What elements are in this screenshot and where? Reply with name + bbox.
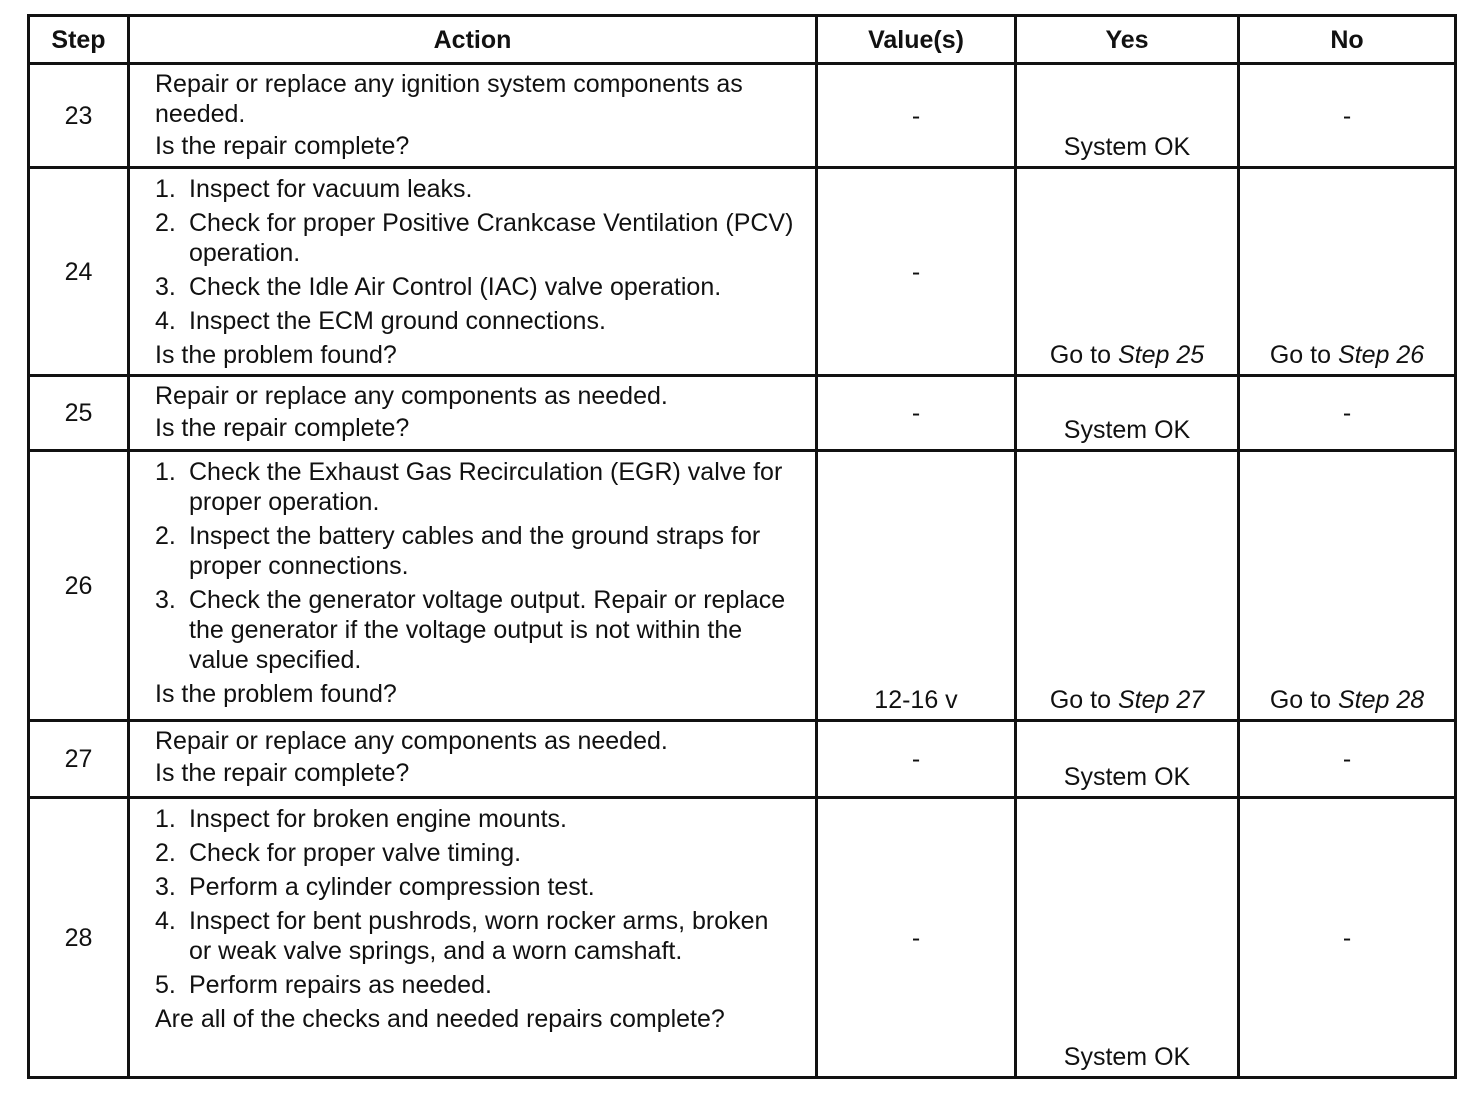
action-cell (129, 64, 817, 168)
step-number: 23 (29, 64, 129, 168)
header-row (29, 16, 1456, 64)
value-cell: 12-16 v (817, 451, 1016, 721)
value-cell: - (817, 168, 1016, 376)
list-item: 2. Check for proper Positive Crankcase Ventilation (PCV) operation. (155, 209, 794, 267)
header-step: Step (29, 16, 129, 64)
yes-step-link: Step 25 (1117, 341, 1205, 369)
action-question: Is the repair complete? (155, 414, 410, 442)
action-cell (129, 376, 817, 451)
value-cell: - (817, 376, 1016, 451)
no-prefix: Go to (1269, 341, 1338, 369)
list-item: 3. Check the Idle Air Control (IAC) valve operation. (155, 273, 722, 301)
no-step-link: Step 26 (1337, 341, 1425, 369)
list-item: 1. Check the Exhaust Gas Recirculation (EGR) valve for proper operation. (155, 458, 783, 516)
action-question: Are all of the checks and needed repairs complete? (155, 1005, 725, 1033)
yes-cell: System OK (1016, 64, 1239, 168)
step-number: 26 (29, 451, 129, 721)
action-question: Is the repair complete? (155, 132, 410, 160)
yes-cell: System OK (1016, 721, 1239, 798)
action-cell (129, 798, 817, 1078)
list-item: 5. Perform repairs as needed. (155, 971, 492, 999)
no-cell: - (1239, 721, 1456, 798)
yes-step-link: Step 27 (1117, 686, 1205, 714)
action-text: Repair or replace any components as needed. (155, 382, 668, 410)
no-cell: - (1239, 64, 1456, 168)
action-question: Is the problem found? (155, 341, 397, 369)
action-cell (129, 721, 817, 798)
list-item: 4. Inspect for bent pushrods, worn rocker arms, broken or weak valve springs, and a worn camshaft. (155, 907, 769, 965)
no-cell (1239, 451, 1456, 721)
table-row (29, 64, 1456, 168)
list-item: 1. Inspect for vacuum leaks. (155, 175, 473, 203)
header-action: Action (129, 16, 817, 64)
action-text: Repair or replace any ignition system components as needed. (155, 70, 743, 128)
action-question: Is the repair complete? (155, 759, 410, 787)
action-cell (129, 168, 817, 376)
table-row (29, 721, 1456, 798)
step-number: 28 (29, 798, 129, 1078)
table-row (29, 798, 1456, 1078)
diagnostic-table (27, 14, 1457, 1079)
list-item: 3. Perform a cylinder compression test. (155, 873, 595, 901)
header-no: No (1239, 16, 1456, 64)
table-row (29, 376, 1456, 451)
list-item: 2. Check for proper valve timing. (155, 839, 522, 867)
yes-cell: System OK (1016, 376, 1239, 451)
value-cell: - (817, 64, 1016, 168)
list-item: 4. Inspect the ECM ground connections. (155, 307, 606, 335)
value-cell: - (817, 798, 1016, 1078)
value-cell: - (817, 721, 1016, 798)
action-cell (129, 451, 817, 721)
yes-cell: System OK (1016, 798, 1239, 1078)
table-row (29, 451, 1456, 721)
table-row (29, 168, 1456, 376)
no-cell: - (1239, 798, 1456, 1078)
list-item: 1. Inspect for broken engine mounts. (155, 805, 568, 833)
step-number: 25 (29, 376, 129, 451)
no-cell (1239, 168, 1456, 376)
action-question: Is the problem found? (155, 680, 397, 708)
list-item: 2. Inspect the battery cables and the ground straps for proper connections. (155, 522, 761, 580)
action-text: Repair or replace any components as needed. (155, 727, 668, 755)
step-number: 27 (29, 721, 129, 798)
yes-cell (1016, 451, 1239, 721)
header-value: Value(s) (817, 16, 1016, 64)
header-yes: Yes (1016, 16, 1239, 64)
yes-prefix: Go to (1049, 686, 1118, 714)
yes-cell (1016, 168, 1239, 376)
step-number: 24 (29, 168, 129, 376)
no-prefix: Go to (1269, 686, 1338, 714)
yes-prefix: Go to (1049, 341, 1118, 369)
list-item: 3. Check the generator voltage output. Repair or replace the generator if the voltage output is not within the value specified. (155, 586, 786, 674)
no-step-link: Step 28 (1337, 686, 1425, 714)
no-cell: - (1239, 376, 1456, 451)
